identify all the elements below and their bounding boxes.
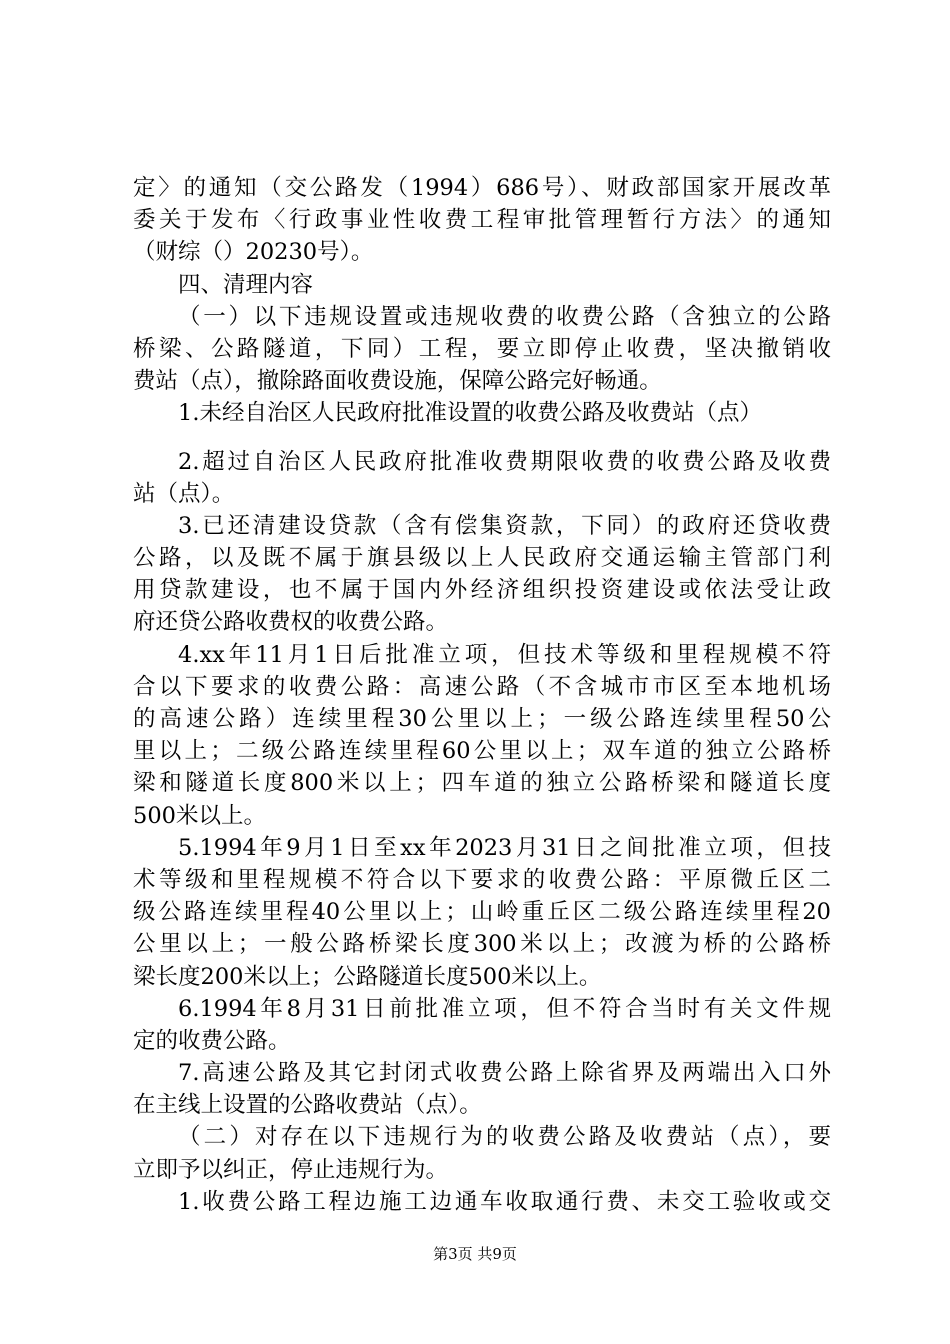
text-line: 1.收费公路工程边施工边通车收取通行费、未交工验收或交 — [178, 1188, 831, 1215]
text-line: 梁和隧道长度800米以上；四车道的独立公路桥梁和隧道长度 — [133, 770, 831, 797]
text-line: 在主线上设置的公路收费站（点）。 — [133, 1092, 482, 1119]
text-line: 术等级和里程规模不符合以下要求的收费公路：平原微丘区二 — [133, 866, 831, 893]
text-line: 公路，以及既不属于旗县级以上人民政府交通运输主管部门利 — [133, 545, 831, 572]
text-line: 里以上；二级公路连续里程60公里以上；双车道的独立公路桥 — [133, 738, 831, 765]
text-line: 用贷款建设，也不属于国内外经济组织投资建设或依法受让政 — [133, 577, 831, 604]
page-footer: 第3页 共9页 — [433, 1245, 517, 1263]
text-line: 3.已还清建设贷款（含有偿集资款，下同）的政府还贷收费 — [178, 512, 831, 539]
text-line: 费站（点），撤除路面收费设施，保障公路完好畅通。 — [133, 368, 662, 395]
text-line: 2.超过自治区人民政府批准收费期限收费的收费公路及收费 — [178, 448, 831, 475]
text-line: 的高速公路）连续里程30公里以上；一级公路连续里程50公 — [133, 706, 831, 732]
text-line: 梁长度200米以上；公路隧道长度500米以上。 — [133, 963, 602, 990]
text-line: 7.高速公路及其它封闭式收费公路上除省界及两端出入口外 — [178, 1060, 831, 1087]
text-line: 合以下要求的收费公路：高速公路（不含城市市区至本地机场 — [133, 673, 831, 700]
text-line: 定〉的通知（交公路发（1994）686号）、财政部国家开展改革 — [133, 175, 831, 201]
text-line: 4.xx年11月1日后批准立项，但技术等级和里程规模不符 — [178, 641, 831, 668]
text-line: 四、清理内容 — [178, 271, 314, 298]
text-line: 立即予以纠正，停止违规行为。 — [133, 1156, 449, 1183]
text-line: 桥梁、公路隧道，下同）工程，要立即停止收费，坚决撤销收 — [133, 335, 831, 362]
text-line: （一）以下违规设置或违规收费的收费公路（含独立的公路 — [178, 303, 831, 330]
text-line: 1.未经自治区人民政府批准设置的收费公路及收费站（点） — [178, 400, 762, 427]
document-body — [133, 172, 831, 1218]
text-line: 6.1994年8月31日前批准立项，但不符合当时有关文件规 — [178, 995, 831, 1022]
text-line: 500米以上。 — [133, 802, 266, 829]
text-line: 站（点）。 — [133, 480, 235, 507]
text-line: 5.1994年9月1日至xx年2023月31日之间批准立项，但技 — [178, 834, 831, 861]
text-line: 府还贷公路收费权的收费公路。 — [133, 609, 449, 636]
text-line: 公里以上；一般公路桥梁长度300米以上；改渡为桥的公路桥 — [133, 931, 831, 958]
text-line: （二）对存在以下违规行为的收费公路及收费站（点），要 — [178, 1124, 831, 1151]
text-line: （财综（）20230号）。 — [133, 239, 374, 266]
text-line: 定的收费公路。 — [133, 1027, 291, 1054]
text-line: 级公路连续里程40公里以上；山岭重丘区二级公路连续里程20 — [133, 899, 831, 926]
text-line: 委关于发布〈行政事业性收费工程审批管理暂行方法〉的通知 — [133, 207, 831, 234]
